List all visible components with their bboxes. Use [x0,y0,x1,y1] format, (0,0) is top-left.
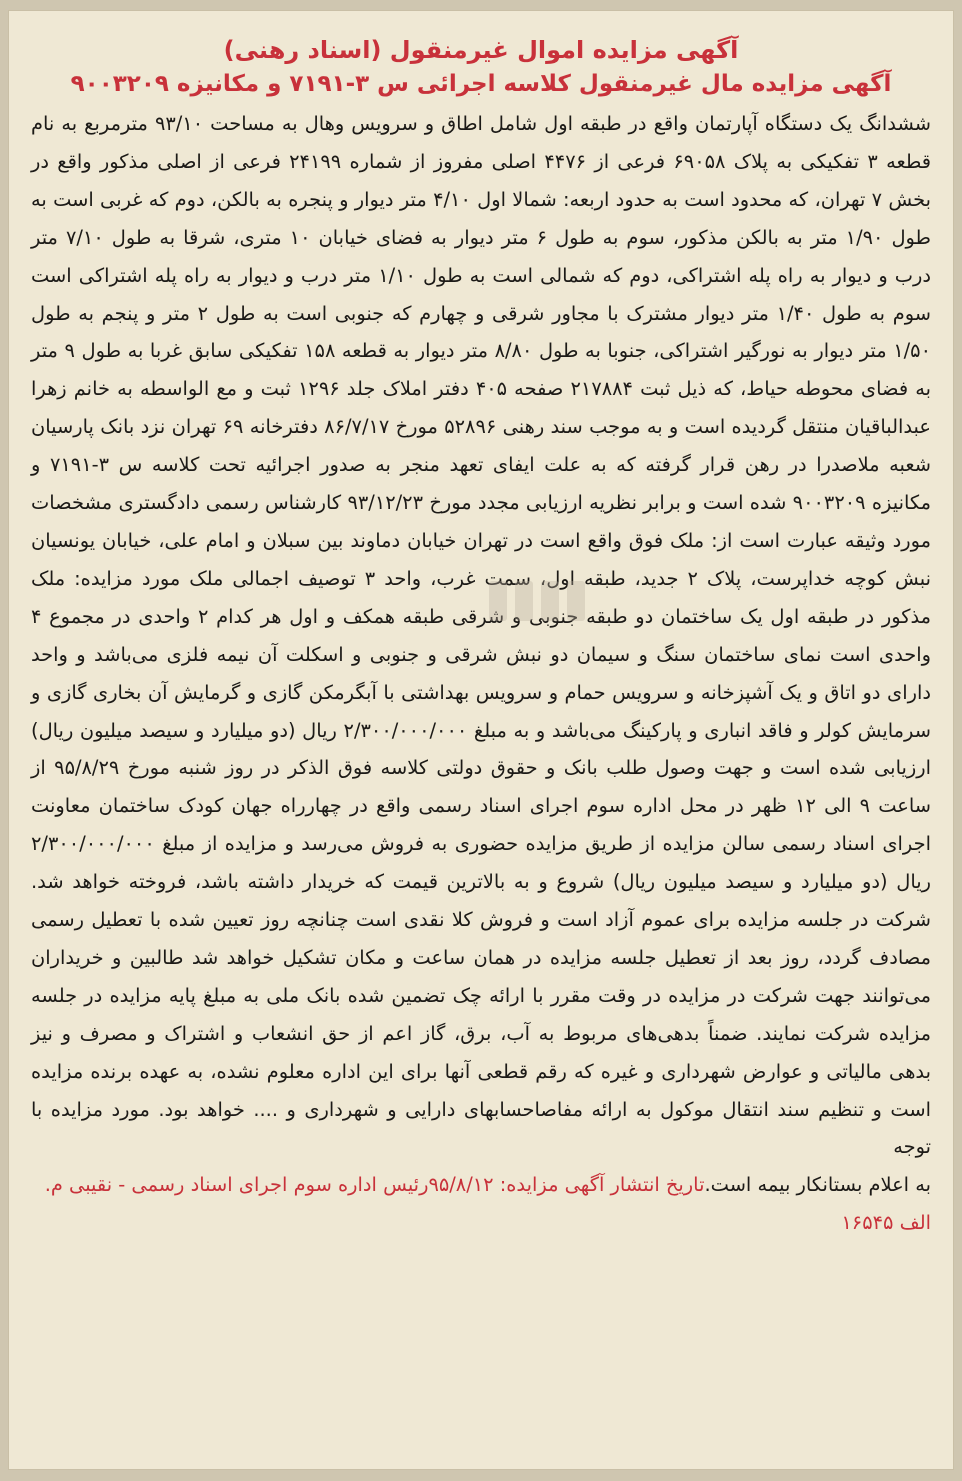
notice-footer [31,1166,931,1242]
publication-info: تاریخ انتشار آگهی مزایده: ۹۵/۸/۱۲رئیس اداره سوم اجرای اسناد رسمی - نقیبی م. الف ۱۶۵۴۵ [44,1173,931,1235]
auction-notice [8,10,954,1470]
notice-subtitle: آگهی مزایده مال غیرمنقول کلاسه اجرائی س ۳-۷۱۹۱ و مکانیزه ۹۰۰۳۲۰۹ [70,71,892,97]
notice-body: ششدانگ یک دستگاه آپارتمان واقع در طبقه اول شامل اطاق و سرویس وهال به مساحت ۹۳/۱۰ مترمربع به نام قطعه ۳ تفکیکی به پلاک ۶۹۰۵۸ فرعی از ۴۴۷۶ اصلی مفروز از شماره ۲۴۱۹۹ فرعی از اصلی مذکور واقع در بخش ۷ تهران، که محدود است به حدود اربعه: شمالا اول ۴/۱۰ متر دیوار و پنجره به بالکن، دوم که غربی است به طول ۱/۹۰ متر به بالکن مذکور، سوم به طول ۶ متر دیوار به فضای خیابان ۱۰ متری، شرقا به طول ۷/۱۰ متر درب و دیوار به راه پله اشتراکی، دوم که شمالی است به طول ۱/۱۰ متر درب و دیوار به راه پله اشتراکی است سوم به طول ۱/۴۰ متر دیوار مشترک با مجاور شرقی و چهارم که جنوبی است به طول ۲ متر و پنجم به طول ۱/۵۰ متر دیوار به نورگیر اشتراکی، جنوبا به طول ۸/۸۰ متر دیوار به قطعه ۱۵۸ تفکیکی سابق غربا به طول ۹ متر به فضای محوطه حیاط، که ذیل ثبت ۲۱۷۸۸۴ صفحه ۴۰۵ دفتر املاک جلد ۱۲۹۶ ثبت و مع الواسطه به خانم زهرا عبدالباقیان منتقل گردیده است و به موجب سند رهنی ۵۲۸۹۶ مورخ ۸۶/۷/۱۷ دفترخانه ۶۹ تهران نزد بانک پارسیان شعبه ملاصدرا در رهن قرار گرفته که به علت ایفای تعهد منجر به صدور اجرائیه تحت کلاسه س ۳-۷۱۹۱ و مکانیزه ۹۰۰۳۲۰۹ شده است و برابر نظریه ارزیابی مجدد مورخ ۹۳/۱۲/۲۳ کارشناس رسمی دادگستری مشخصات مورد وثیقه عبارت است از: ملک فوق واقع است در تهران خیابان دماوند بین سبلان و امام علی، خیابان یونسیان نبش کوچه خداپرست، پلاک ۲ جدید، طبقه اول، سمت غرب، واحد ۳ توصیف اجمالی ملک مورد مزایده: ملک مذکور در طبقه اول یک ساختمان دو طبقه جنوبی و شرقی طبقه همکف و اول هر کدام ۲ واحدی در مجموع ۴ واحدی است نمای ساختمان سنگ و سیمان دو نبش شرقی و جنوبی و اسکلت آن نیمه فلزی می‌باشد و واحد دارای دو اتاق و یک آشپزخانه و سرویس حمام و سرویس بهداشتی با آبگرمکن گازی و گرمایش آن بخاری گازی و سرمایش کولر و فاقد انباری و پارکینگ می‌باشد و به مبلغ ۲/۳۰۰/۰۰۰/۰۰۰ ریال (دو میلیارد و سیصد میلیون ریال) ارزیابی شده است و جهت وصول طلب بانک و حقوق دولتی کلاسه فوق الذکر در روز شنبه مورخ ۹۵/۸/۲۹ از ساعت ۹ الی ۱۲ ظهر در محل اداره سوم اجرای اسناد رسمی واقع در چهارراه جهان کودک ساختمان معاونت اجرای اسناد رسمی سالن مزایده از طریق مزایده حضوری به فروش می‌رسد و مزایده از مبلغ ۲/۳۰۰/۰۰۰/۰۰۰ ریال (دو میلیارد و سیصد میلیون ریال) شروع و به بالاترین قیمت که خریدار داشته باشد، فروخته خواهد شد. شرکت در جلسه مزایده برای عموم آزاد است و فروش کلا نقدی است چنانچه روز تعیین شده با تعطیل رسمی مصادف گردد، روز بعد از تعطیل جلسه مزایده در همان ساعت و مکان تشکیل خواهد شد طالبین و خریداران می‌توانند جهت شرکت در مزایده در وقت مقرر با ارائه چک تضمین شده بانک ملی به مبلغ پایه مزایده در جلسه مزایده شرکت نمایند. ضمناً بدهی‌های مربوط به آب، برق، گاز اعم از حق انشعاب و اشتراک و مصرف و نیز بدهی مالیاتی و عوارض شهرداری و غیره که رقم قطعی آنها برای این اداره معلوم نشده، به عهده برنده مزایده است و تنظیم سند انتقال موکول به ارائه مفاصاحسابهای دارایی و شهرداری و .... خواهد بود. مورد مزایده با توجه [31,112,932,1159]
footer-note: به اعلام بستانکار بیمه است. [704,1173,931,1197]
notice-title: آگهی مزایده اموال غیرمنقول (اسناد رهنی) [223,36,739,64]
